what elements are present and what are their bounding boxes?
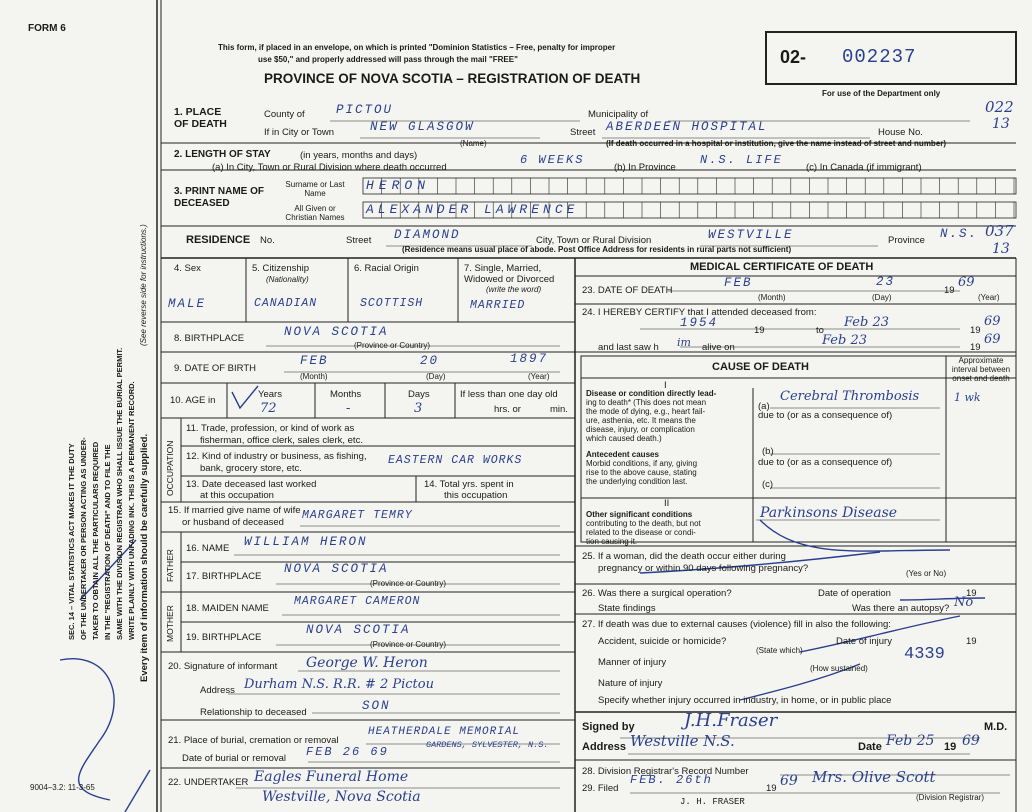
other-text-4: tion causing it. — [586, 537, 638, 546]
trade-label-1: 11. Trade, profession, or kind of work as — [186, 423, 355, 434]
county-value: PICTOU — [336, 103, 394, 117]
reg-number: 002237 — [842, 46, 917, 68]
total-years-label-2: this occupation — [444, 490, 508, 501]
municipality-label: Municipality of — [588, 109, 649, 120]
to-19: 19 — [970, 325, 981, 336]
nationality-label: (Nationality) — [266, 275, 309, 284]
sidebar-line-8: (See reverse side for instructions.) — [139, 224, 148, 346]
woman-label-2: pregnancy or within 90 days following pregnancy? — [598, 563, 809, 574]
marital-value: MARRIED — [470, 299, 526, 312]
medical-title: MEDICAL CERTIFICATE OF DEATH — [690, 261, 874, 273]
alive-on-label: alive on — [702, 342, 735, 353]
interval-label: Approximate interval between onset and death — [951, 356, 1011, 383]
industry-label-2: bank, grocery store, etc. — [200, 463, 302, 474]
residence-note: (Residence means usual place of abode. Post Office Address for residents in rural parts not sufficient) — [402, 245, 792, 254]
marital-label: 7. Single, Married, Widowed or Divorced — [464, 263, 555, 285]
findings-label: State findings — [598, 603, 656, 614]
racial-label: 6. Racial Origin — [354, 263, 419, 274]
reg-prefix: 02- — [780, 47, 807, 67]
dod-year-caption: (Year) — [978, 293, 1000, 302]
surname-value: HERON — [366, 178, 431, 193]
birthplace-caption: (Province or Country) — [354, 341, 431, 350]
informant-sig-value: George W. Heron — [306, 655, 428, 671]
signed-addr-label: Address — [582, 741, 627, 753]
dod-month: FEB — [724, 276, 753, 290]
birthplace-label: 8. BIRTHPLACE — [174, 333, 245, 344]
cause-title: CAUSE OF DEATH — [712, 361, 809, 373]
certify-label: 24. I HEREBY CERTIFY that I attended deceased from: — [582, 307, 817, 318]
direct-text-5: disease, injury, or complication — [586, 425, 695, 434]
typed-name: J. H. FRASER — [680, 797, 745, 807]
alive-date: Feb 23 — [822, 333, 867, 348]
place-of-death-label: 1. PLACE OF DEATH — [174, 106, 227, 130]
stay-label: 2. LENGTH OF STAY — [174, 149, 271, 160]
years-label: Years — [258, 389, 282, 400]
external-label: 27. If death was due to external causes (violence) fill in also the following: — [582, 619, 891, 630]
injury-19: 19 — [966, 636, 977, 647]
mother-maiden-label: 18. MAIDEN NAME — [186, 603, 269, 614]
surgery-label: 26. Was there a surgical operation? — [582, 588, 732, 599]
other-text-1: Other significant conditions — [586, 510, 693, 519]
dod-label: 23. DATE OF DEATH — [582, 285, 673, 296]
surname-label: Surname or Last Name — [285, 180, 345, 198]
op-date-label: Date of operation — [818, 588, 891, 599]
yes-no-caption: (Yes or No) — [906, 569, 947, 578]
dept-code-1: 022 — [985, 98, 1014, 116]
dept-code-2: 13 — [992, 116, 1010, 132]
signed-19: 19 — [944, 741, 957, 753]
page-title: PROVINCE OF NOVA SCOTIA – REGISTRATION OF DEATH — [264, 71, 641, 86]
street-value: ABERDEEN HOSPITAL — [606, 120, 768, 134]
registrar-sig: Mrs. Olive Scott — [812, 768, 936, 786]
c-label: (c) — [762, 479, 774, 490]
direct-text-3: the mode of dying, e.g., heart fail- — [586, 407, 706, 416]
envelope-note-2: use $50," and properly addressed will pass through the mail "FREE" — [258, 55, 518, 64]
sex-label: 4. Sex — [174, 263, 201, 274]
last-saw-mark: im — [677, 336, 691, 349]
sidebar-line-1: SEC. 14 – VITAL STATISTICS ACT MAKES IT THE DUTY — [67, 443, 76, 640]
nature-label: Nature of injury — [598, 678, 663, 689]
dob-month-caption: (Month) — [300, 372, 328, 381]
filed-year: 69 — [780, 773, 798, 789]
interval-a-value: 1 wk — [954, 391, 981, 404]
racial-value: SCOTTISH — [360, 297, 424, 310]
spouse-label-1: 15. If married give name of wife — [168, 505, 301, 516]
dod-year-prefix: 19 — [944, 285, 955, 296]
direct-text-2: ing to death* (This does not mean — [586, 398, 707, 407]
dob-year-caption: (Year) — [528, 372, 550, 381]
other-cause-value: Parkinsons Disease — [760, 505, 898, 521]
citizenship-label: 5. Citizenship — [252, 263, 310, 274]
dob-label: 9. DATE OF BIRTH — [174, 363, 256, 374]
how-sustained-caption: (How sustained) — [810, 664, 868, 673]
days-value: 3 — [414, 401, 423, 416]
years-value: 72 — [260, 401, 277, 416]
sidebar-line-3: TAKER TO OBTAIN ALL THE PARTICULARS REQUIRED — [91, 441, 100, 640]
dept-use: For use of the Department only — [822, 89, 941, 98]
industry-value: EASTERN CAR WORKS — [388, 454, 523, 467]
father-birthplace-label: 17. BIRTHPLACE — [186, 571, 262, 582]
father-name-value: WILLIAM HERON — [244, 535, 368, 549]
filed-date: FEB. 26th — [630, 773, 713, 787]
residence-city-value: WESTVILLE — [708, 228, 794, 242]
birthplace-value: NOVA SCOTIA — [284, 325, 389, 339]
mother-birthplace-value: NOVA SCOTIA — [306, 623, 411, 637]
stay-a-value: 6 WEEKS — [520, 153, 585, 167]
mother-birthplace-label: 19. BIRTHPLACE — [186, 632, 262, 643]
mother-maiden-value: MARGARET CAMERON — [294, 595, 421, 608]
direct-text-4: ure, asthenia, etc. It means the — [586, 416, 696, 425]
city-value: NEW GLASGOW — [370, 120, 475, 134]
father-birthplace-value: NOVA SCOTIA — [284, 562, 389, 576]
residence-label: RESIDENCE — [186, 234, 251, 246]
age-label: 10. AGE in — [170, 395, 216, 406]
sidebar-line-2: OF THE UNDERTAKER OR PERSON ACTING AS UNDER- — [79, 437, 88, 640]
envelope-note-1: This form, if placed in an envelope, on which is printed "Dominion Statistics – Free, penalty for improper — [218, 43, 616, 52]
state-which-caption: (State which) — [756, 646, 803, 655]
burial-place-value-2: GARDENS, SYLVESTER, N.S. — [426, 740, 549, 750]
dob-year: 1897 — [510, 352, 549, 366]
residence-province-label: Province — [888, 235, 925, 246]
cause-a-label: (a) — [758, 401, 770, 412]
dod-day: 23 — [876, 275, 896, 289]
direct-text-1: Disease or condition directly lead- — [586, 389, 717, 398]
stay-b-value: N.S. LIFE — [700, 153, 783, 167]
sidebar-line-5: SAME WITH THE DIVISION REGISTRAR WHO SHALL ISSUE THE BURIAL PERMIT. — [115, 347, 124, 640]
mother-birthplace-caption: (Province or Country) — [370, 640, 447, 649]
undertaker-addr: Westville, Nova Scotia — [262, 789, 421, 805]
from-19: 19 — [754, 325, 765, 336]
spouse-label-2: or husband of deceased — [182, 517, 284, 528]
residence-province-value: N.S. — [940, 227, 979, 241]
form-number: FORM 6 — [28, 23, 66, 34]
last-worked-label-2: at this occupation — [200, 490, 274, 501]
house-label: House No. — [878, 127, 923, 138]
relationship-label: Relationship to deceased — [200, 707, 307, 718]
signed-year: 69 — [962, 733, 980, 749]
division-registrar-caption: (Division Registrar) — [916, 793, 985, 802]
stay-a-label: (a) In City, Town or Rural Division where death occurred — [212, 162, 447, 173]
hrs-label: hrs. or — [494, 404, 521, 415]
stay-sub: (in years, months and days) — [300, 150, 418, 161]
given-label: All Given or Christian Names — [285, 204, 345, 222]
informant-sig-label: 20. Signature of informant — [168, 661, 278, 672]
months-value: - — [346, 401, 351, 416]
sex-value: MALE — [168, 297, 207, 311]
last-saw-label: and last saw h — [598, 342, 659, 353]
hospital-note: (If death occurred in a hospital or institution, give the name instead of street and number) — [606, 139, 947, 148]
form-code: 9004–3.2: 11-3-65 — [30, 783, 95, 792]
dept-code-3: 037 — [985, 222, 1014, 240]
to-date: Feb 23 — [844, 315, 889, 330]
burial-date-label: Date of burial or removal — [182, 753, 287, 764]
filed-19: 19 — [766, 783, 777, 794]
signed-date-value: Feb 25 — [886, 733, 935, 749]
signed-by-sig: J.H.Fraser — [684, 710, 778, 731]
roman-one: I — [664, 380, 667, 391]
dod-month-caption: (Month) — [758, 293, 786, 302]
informant-addr-value: Durham N.S. R.R. # 2 Pictou — [244, 677, 434, 692]
md-label: M.D. — [984, 721, 1008, 733]
burial-place-value: HEATHERDALE MEMORIAL — [368, 726, 521, 738]
signed-by-label: Signed by — [582, 721, 635, 733]
b-label: (b) — [762, 446, 774, 457]
alive-year: 69 — [984, 332, 1001, 347]
mother-side-label: MOTHER — [165, 605, 175, 642]
op-19: 19 — [966, 588, 977, 599]
trade-label-2: fisherman, office clerk, sales clerk, etc. — [200, 435, 363, 446]
burial-date-value: FEB 26 69 — [306, 745, 389, 759]
citizenship-value: CANADIAN — [254, 297, 318, 310]
signed-date-label: Date — [858, 741, 882, 753]
residence-city-label: City, Town or Rural Division — [536, 235, 652, 246]
due-to-label-2: due to (or as a consequence of) — [758, 457, 893, 468]
alive-19: 19 — [970, 342, 981, 353]
from-year: 1954 — [680, 316, 719, 330]
less-than-day-label: If less than one day old — [460, 389, 558, 400]
total-years-label-1: 14. Total yrs. spent in — [424, 479, 514, 490]
dod-day-caption: (Day) — [872, 293, 892, 302]
dob-month: FEB — [300, 354, 329, 368]
ante-text-1: Antecedent causes — [586, 450, 659, 459]
woman-label-1: 25. If a woman, did the death occur either during — [582, 551, 786, 562]
ante-text-2: Morbid conditions, if any, giving — [586, 459, 698, 468]
signed-addr-value: Westville N.S. — [630, 732, 735, 750]
ante-text-4: the underlying condition last. — [586, 477, 688, 486]
residence-street-label: Street — [346, 235, 372, 246]
filed-label: 29. Filed — [582, 783, 619, 794]
roman-two: II — [664, 498, 670, 509]
months-label: Months — [330, 389, 362, 400]
father-birthplace-caption: (Province or Country) — [370, 579, 447, 588]
residence-street-value: DIAMOND — [394, 228, 461, 242]
injury-date-label: Date of injury — [836, 636, 892, 647]
accident-label: Accident, suicide or homicide? — [598, 636, 727, 647]
industry-label-1: 12. Kind of industry or business, as fishing, — [186, 451, 367, 462]
father-side-label: FATHER — [165, 549, 175, 582]
dob-day: 20 — [420, 354, 440, 368]
to-label: to — [816, 325, 824, 336]
informant-addr-label: Address — [200, 685, 235, 696]
name-caption: (Name) — [460, 139, 487, 148]
dept-code-4: 13 — [992, 241, 1010, 257]
other-text-3: related to the disease or condi- — [586, 528, 696, 537]
given-value: ALEXANDER LAWRENCE — [366, 202, 579, 217]
min-label: min. — [550, 404, 568, 415]
street-label: Street — [570, 127, 596, 138]
sidebar-line-7: Every item of information should be carefully supplied. — [139, 433, 150, 682]
name-label: 3. PRINT NAME OF DECEASED — [174, 186, 265, 209]
sidebar-line-6: WRITE PLAINLY WITH UNFADING INK. THIS IS A PERMANENT RECORD. — [127, 381, 136, 640]
marital-sub: (write the word) — [486, 285, 542, 294]
dod-year: 69 — [958, 275, 975, 290]
stamp-number: 4339 — [904, 645, 945, 664]
relationship-value: SON — [362, 699, 391, 713]
to-year: 69 — [984, 314, 1001, 329]
record-number-label: 28. Division Registrar's Record Number — [582, 766, 749, 777]
specify-label: Specify whether injury occurred in industry, in home, or in public place — [598, 695, 892, 706]
autopsy-label: Was there an autopsy? — [852, 603, 950, 614]
county-label: County of — [264, 109, 305, 120]
occupation-side-label: OCCUPATION — [165, 440, 175, 496]
other-text-2: contributing to the death, but not — [586, 519, 701, 528]
spouse-value: MARGARET TEMRY — [302, 509, 413, 522]
undertaker-label: 22. UNDERTAKER — [168, 777, 249, 788]
residence-no-label: No. — [260, 235, 275, 246]
sidebar-line-4: IN THE "REGISTRATION OF DEATH" AND TO FILE THE — [103, 444, 112, 640]
father-name-label: 16. NAME — [186, 543, 230, 554]
last-worked-label-1: 13. Date deceased last worked — [186, 479, 317, 490]
city-label: If in City or Town — [264, 127, 335, 138]
ante-text-3: rise to the above cause, stating — [586, 468, 697, 477]
autopsy-value: No — [954, 595, 974, 610]
due-to-label-1: due to (or as a consequence of) — [758, 410, 893, 421]
undertaker-name: Eagles Funeral Home — [254, 769, 409, 785]
days-label: Days — [408, 389, 430, 400]
stay-c-label: (c) In Canada (if immigrant) — [806, 162, 922, 173]
direct-text-6: which caused death.) — [586, 434, 662, 443]
manner-label: Manner of injury — [598, 657, 667, 668]
stay-b-label: (b) In Province — [614, 162, 676, 173]
cause-a-value: Cerebral Thrombosis — [780, 389, 920, 404]
burial-place-label: 21. Place of burial, cremation or removal — [168, 735, 339, 746]
dob-day-caption: (Day) — [426, 372, 446, 381]
